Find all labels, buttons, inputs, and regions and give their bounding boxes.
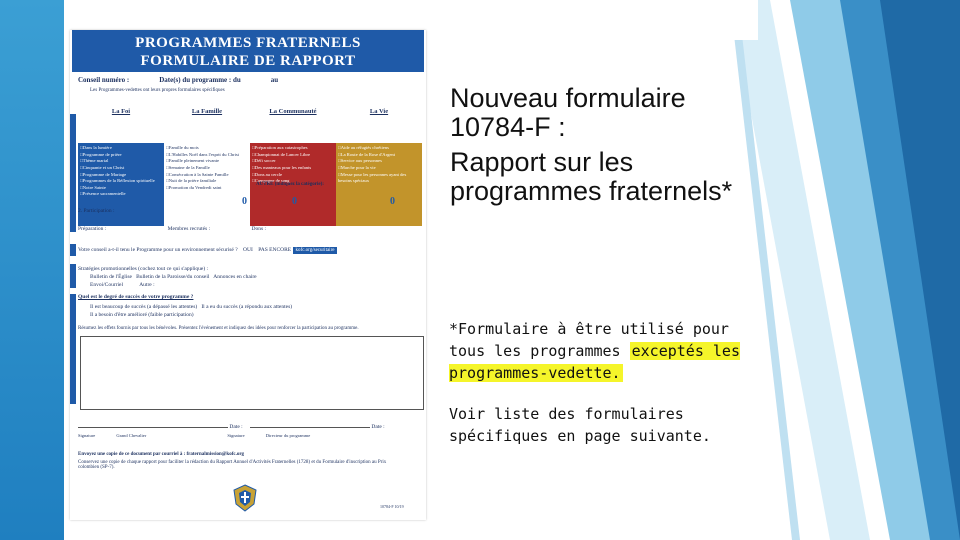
form-document-image bbox=[70, 30, 426, 520]
question-3: Votre conseil a-t-il tenu le Programme pour un environnement sécurisé ? bbox=[78, 247, 238, 253]
list-item: □ Défi soccer bbox=[252, 158, 334, 165]
form-code: 10784-F 10/19 bbox=[380, 504, 404, 509]
q3-no: PAS ENCORE bbox=[258, 247, 292, 253]
question-4: Stratégies promotionnelles (cochez tout ce qui s'applique) : bbox=[78, 266, 209, 272]
form-meta-row bbox=[78, 76, 418, 84]
council-label: Conseil numéro : bbox=[78, 76, 130, 84]
list-item: □ Campagne de sang bbox=[252, 178, 334, 185]
q3-yes: OUI bbox=[243, 247, 253, 253]
list-item: □ Programmes de la Réflexion spirituelle bbox=[80, 178, 162, 185]
list-item: □ Des manteaux pour les enfants bbox=[252, 165, 334, 172]
participation-label: 2. Participation : bbox=[78, 208, 115, 214]
list-item: □ Programme de prière bbox=[80, 152, 162, 159]
list-item: □ Dans la lumière bbox=[80, 145, 162, 152]
footnote-highlight: exceptés les programmes-vedette. bbox=[449, 342, 740, 382]
list-item: □ Famille pleinement vivante bbox=[166, 158, 248, 165]
dates-label: Date(s) du programme : du bbox=[159, 76, 241, 84]
members-recruited-label: Membres recrutés : bbox=[167, 226, 211, 232]
slide-subtitle: Rapport sur les programmes fraternels* bbox=[450, 147, 733, 206]
option-item: Autre : bbox=[139, 282, 155, 288]
list-item: □ Marche pour la vie bbox=[338, 165, 420, 172]
list-item: □ La Route de la Rose d'Argent bbox=[338, 152, 420, 159]
option-item: Il est beaucoup de succès (a dépassé les attentes) bbox=[90, 304, 198, 310]
preparation-row bbox=[78, 226, 422, 232]
grand-knight-label: Grand Chevalier bbox=[116, 433, 147, 438]
list-item: □ Présence sacramentelle bbox=[80, 191, 162, 198]
list-item: □ Programme de Mariage bbox=[80, 172, 162, 179]
list-item: □ Thème marial bbox=[80, 158, 162, 165]
slide-list-note: Voir liste des formulaires spécifiques en page suivante. bbox=[449, 405, 711, 445]
participation-total-members: 0 bbox=[242, 196, 247, 207]
date-label-2: Date : bbox=[371, 424, 385, 430]
list-item: □ Championnat de Lancer Libre bbox=[252, 152, 334, 159]
list-item: □ Consécration à la Sainte Famille bbox=[166, 172, 248, 179]
column-head-family: La Famille bbox=[191, 108, 223, 115]
list-item: □ Cinquante et un Christ bbox=[80, 165, 162, 172]
list-item: □ Service aux personnes bbox=[338, 158, 420, 165]
list-item: □ Famille du mois bbox=[166, 145, 248, 152]
column-head-life: La Vie bbox=[369, 108, 389, 115]
knights-of-columbus-emblem-icon bbox=[232, 484, 258, 512]
option-item: Il a besoin d'être amélioré (faible participation) bbox=[90, 312, 194, 318]
footnote-text: *Formulaire à être utilisé pour tous les programmes bbox=[449, 320, 729, 360]
other-category-label: AUTRE (indiquez la catégorie): bbox=[256, 182, 324, 187]
section-2-marker bbox=[70, 202, 76, 232]
form-header bbox=[72, 30, 424, 72]
form-note: Les Programmes-vedettes ont leurs propres formulaires spécifiques bbox=[90, 88, 225, 93]
option-item: Bulletin de la Paroisse/du conseil bbox=[136, 274, 210, 280]
left-accent-band bbox=[0, 0, 64, 540]
question-5: Quel est le degré de succès de votre programme ? bbox=[78, 294, 194, 300]
list-item: □ Promotion du Vendredi saint bbox=[166, 185, 248, 192]
section-5-marker bbox=[70, 294, 76, 324]
form-header-line2: FORMULAIRE DE RAPPORT bbox=[140, 53, 356, 69]
list-item: □ Messe pour les personnes ayant des besoins spéciaux bbox=[338, 172, 420, 185]
list-item: □ Nuit de la prière familiale bbox=[166, 178, 248, 185]
footer-instructions: Conservez une copie de chaque rapport pour faciliter la rédaction du Rapport Annuel d'Activités Fraternelles (1728) et du Formulaire d'inscription au Prix colombien (SP-7). bbox=[78, 460, 387, 470]
list-item: □ Dons au cercle bbox=[252, 172, 334, 179]
signature-row bbox=[78, 424, 422, 430]
dates-to: au bbox=[270, 76, 279, 84]
option-item: Envoi/Courriel bbox=[90, 282, 123, 288]
participation-total-others: 0 bbox=[292, 196, 297, 207]
slide-title: Nouveau formulaire 10784-F : bbox=[450, 83, 686, 142]
list-item: □ L'Habilles Noël dans l'esprit du Christ bbox=[166, 152, 248, 159]
program-director-label: Directeur du programme bbox=[265, 433, 311, 438]
option-item: Il a eu du succès (a répondu aux attentes) bbox=[201, 304, 293, 310]
preparation-label: Préparation : bbox=[78, 226, 107, 232]
column-head-faith: La Foi bbox=[111, 108, 131, 115]
date-label: Date : bbox=[229, 424, 243, 430]
question-5-options bbox=[90, 304, 426, 310]
column-head-community: La Communauté bbox=[269, 108, 317, 115]
list-item: □ Aide au réfugiés chrétiens bbox=[338, 145, 420, 152]
option-item: Annonces en chaire bbox=[213, 274, 257, 280]
donations-label: Dons : bbox=[251, 226, 266, 232]
safe-environment-badge: kofc.org/securitaire bbox=[293, 247, 338, 254]
summary-textbox bbox=[80, 336, 424, 410]
list-item: □ Préparation aux catastrophes bbox=[252, 145, 334, 152]
section-6-marker bbox=[70, 324, 76, 404]
section-4-marker bbox=[70, 264, 76, 288]
slide-text-area bbox=[450, 84, 750, 206]
list-item: □ Semaine de la Famille bbox=[166, 165, 248, 172]
footer-email: Envoyez une copie de ce document par courriel à : fraternalmission@kofc.org bbox=[78, 452, 245, 457]
participation-grand-total: 0 bbox=[390, 196, 395, 207]
question-3-row bbox=[78, 247, 422, 254]
signature-label-2: Signature bbox=[227, 433, 245, 438]
signature-label-1: Signature bbox=[78, 433, 96, 438]
right-decorative-shapes bbox=[730, 0, 960, 540]
section-3-marker bbox=[70, 244, 76, 256]
question-4-options-2 bbox=[90, 282, 426, 288]
question-4-options bbox=[90, 274, 426, 280]
slide-footnote bbox=[449, 318, 749, 384]
signature-labels bbox=[78, 433, 422, 438]
question-6: Résumez les effets fournis par tous les bénévoles. Présentez l'événement et indiquez des idées pour renforcer la participation au programme. bbox=[78, 326, 359, 331]
option-item: Bulletin de l'Église bbox=[90, 274, 132, 280]
list-item: □ Notre Sainte bbox=[80, 185, 162, 192]
form-header-line1: PROGRAMMES FRATERNELS bbox=[135, 35, 361, 51]
